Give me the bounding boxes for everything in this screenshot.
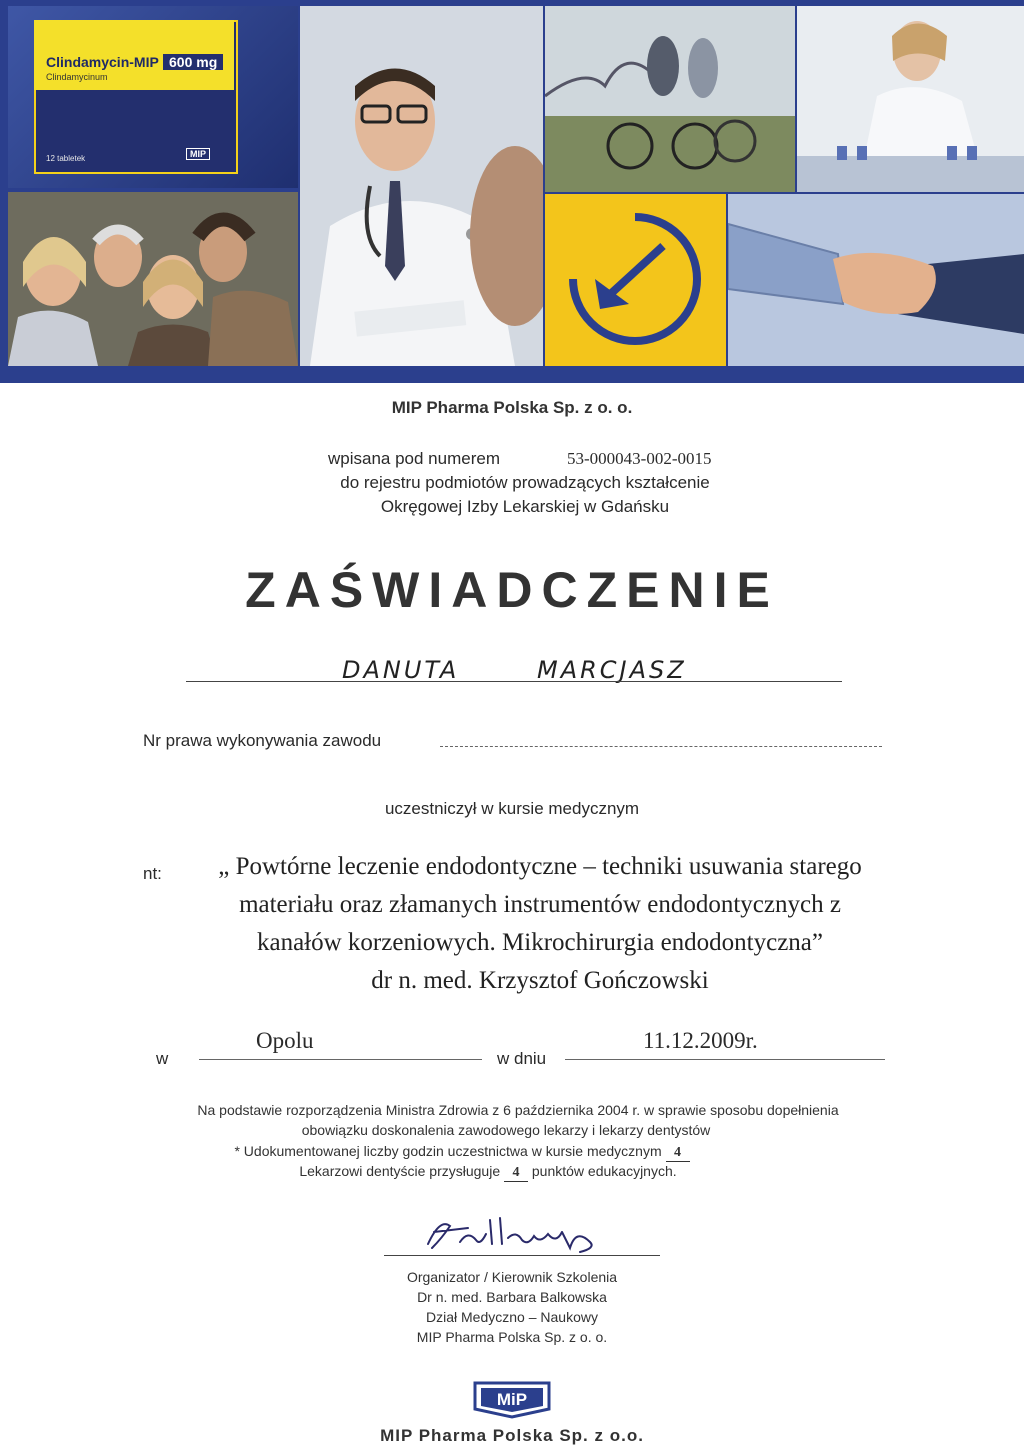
legal-line-1: Na podstawie rozporządzenia Ministra Zdrowia z 6 października 2004 r. w sprawie sposobu dopełnienia — [197, 1102, 839, 1118]
cyclists-photo — [545, 6, 795, 192]
course-title-line-1: „ Powtórne leczenie endodontyczne – techniki usuwania starego — [218, 853, 862, 880]
handshake-illustration — [728, 194, 1024, 366]
drug-subtitle: Clindamycinum — [46, 72, 108, 82]
mip-logo-text: MiP — [496, 1390, 528, 1409]
photo-collage-banner — [0, 0, 1024, 383]
recipient-first-name: DANUTA — [342, 656, 460, 684]
family-photo — [8, 192, 298, 366]
drug-count: 12 tabletek — [46, 154, 86, 163]
points-prefix: Lekarzowi dentyście przysługuje — [299, 1163, 501, 1179]
signature-line — [384, 1255, 660, 1256]
course-lecturer: dr n. med. Krzysztof Gończowski — [371, 967, 709, 994]
organizer-signature — [420, 1208, 610, 1256]
course-place: Opolu — [256, 1028, 314, 1053]
drug-dose: 600 mg — [163, 54, 223, 70]
organizer-name: Dr n. med. Barbara Balkowska — [417, 1289, 607, 1305]
family-illustration — [8, 192, 298, 366]
organizer-department: Dział Medyczno – Naukowy — [426, 1309, 598, 1325]
points-suffix: punktów edukacyjnych. — [531, 1163, 677, 1179]
course-date: 11.12.2009r. — [643, 1028, 758, 1053]
hours-label: * Udokumentowanej liczby godzin uczestnictwa w kursie medycznym — [234, 1143, 662, 1159]
organizer-company: MIP Pharma Polska Sp. z o. o. — [416, 1329, 608, 1345]
handshake-photo — [728, 194, 1024, 366]
lab-worker-photo — [797, 6, 1024, 192]
cyclists-illustration — [545, 6, 795, 192]
yellow-arrow-panel — [545, 194, 726, 366]
date-label: w dniu — [497, 1049, 547, 1068]
chamber-line: Okręgowej Izby Lekarskiej w Gdańsku — [380, 497, 670, 516]
participation-text: uczestniczył w kursie medycznym — [384, 799, 640, 818]
registration-number: 53-000043-002-0015 — [567, 449, 712, 468]
drug-name: Clindamycin-MIP — [46, 54, 159, 70]
drug-box-logo: MIP — [186, 148, 210, 160]
place-line — [199, 1059, 482, 1060]
clock-arrow-icon — [545, 194, 726, 366]
footer-company: MIP Pharma Polska Sp. z o.o. — [380, 1426, 644, 1445]
lab-worker-illustration — [797, 6, 1024, 192]
issuer-company: MIP Pharma Polska Sp. z o. o. — [391, 398, 633, 417]
organizer-role: Organizator / Kierownik Szkolenia — [406, 1269, 618, 1285]
recipient-name-line — [186, 681, 842, 682]
course-title-line-3: kanałów korzeniowych. Mikrochirurgia endodontyczna” — [256, 929, 823, 956]
doctor-illustration — [300, 6, 543, 366]
points-value: 4 — [504, 1165, 528, 1182]
license-number-line — [440, 746, 882, 747]
registered-label: wpisana pod numerem — [328, 449, 500, 468]
hours-line — [0, 1143, 974, 1162]
certificate-title: ZAŚWIADCZENIE — [245, 562, 779, 618]
mip-logo — [469, 1379, 555, 1419]
course-title-line-2: materiału oraz złamanych instrumentów endodontycznych z — [239, 891, 841, 918]
date-line — [565, 1059, 885, 1060]
hours-value: 4 — [666, 1145, 690, 1162]
recipient-last-name: MARCJASZ — [537, 656, 687, 684]
register-line: do rejestru podmiotów prowadzących kształcenie — [340, 473, 710, 492]
legal-line-2: obowiązku doskonalenia zawodowego lekarzy i lekarzy dentystów — [301, 1122, 711, 1138]
drug-package-photo — [8, 6, 298, 188]
license-number-label: Nr prawa wykonywania zawodu — [143, 731, 382, 750]
doctor-photo — [300, 6, 543, 366]
place-label: w — [156, 1049, 169, 1068]
points-line — [0, 1163, 1000, 1182]
course-prefix: nt: — [143, 864, 162, 883]
